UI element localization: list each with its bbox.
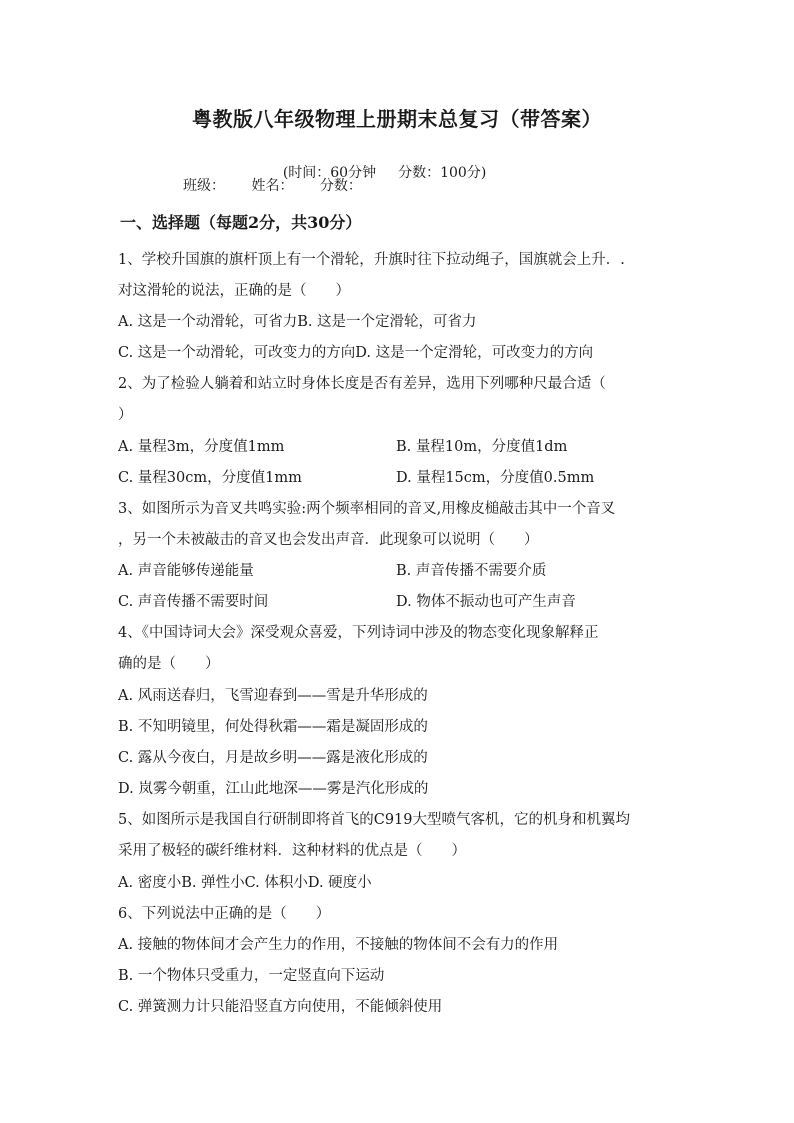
q5-stem-line1: 5、如图所示是我国自行研制即将首飞的C919大型喷气客机，它的机身和机翼均 xyxy=(118,812,630,828)
q1-stem-line2: 对这滑轮的说法，正确的是（ ） xyxy=(118,283,350,299)
q2-option-d: D. 量程15cm，分度值0.5mm xyxy=(396,470,595,486)
q4-option-d: D. 岚雾今朝重，江山此地深——雾是汽化形成的 xyxy=(118,781,429,797)
score-label: 分数： xyxy=(319,178,362,194)
q3-stem-line2: ，另一个未被敲击的音叉也会发出声音．此现象可以说明（ ） xyxy=(118,532,539,548)
q2-stem-line1: 2、为了检验人躺着和站立时身体长度是否有差异，选用下列哪种尺最合适（ xyxy=(118,376,606,392)
q3-option-c: C. 声音传播不需要时间 xyxy=(118,594,269,610)
q1-options-line1: A. 这是一个动滑轮，可省力B. 这是一个定滑轮，可省力 xyxy=(118,314,477,330)
q4-stem-line2: 确的是（ ） xyxy=(118,656,220,672)
q6-option-c: C. 弹簧测力计只能沿竖直方向使用，不能倾斜使用 xyxy=(118,999,443,1015)
exam-total-score: 分数：100分) xyxy=(398,165,487,181)
q3-stem-line1: 3、如图所示为音叉共鸣实验:两个频率相同的音叉,用橡皮槌敲击其中一个音叉 xyxy=(118,501,616,517)
name-label: 姓名： xyxy=(251,178,294,194)
exam-time: (时间：60分钟 xyxy=(282,165,377,181)
q3-option-a: A. 声音能够传递能量 xyxy=(118,563,254,579)
q2-option-a: A. 量程3m，分度值1mm xyxy=(118,439,285,455)
q2-option-c: C. 量程30cm，分度值1mm xyxy=(118,470,302,486)
q4-option-b: B. 不知明镜里，何处得秋霜——霜是凝固形成的 xyxy=(118,719,428,735)
q5-options: A. 密度小B. 弹性小C. 体积小D. 硬度小 xyxy=(118,875,372,891)
q2-stem-line2: ） xyxy=(118,407,133,423)
q6-stem: 6、下列说法中正确的是（ ） xyxy=(118,906,331,922)
q3-option-d: D. 物体不振动也可产生声音 xyxy=(396,594,576,610)
section-heading: 一、选择题（每题2分，共30分） xyxy=(120,213,362,232)
q1-stem-line1: 1、学校升国旗的旗杆顶上有一个滑轮，升旗时往下拉动绳子，国旗就会上升．. xyxy=(118,252,625,268)
q4-stem-line1: 4、《中国诗词大会》深受观众喜爱，下列诗词中涉及的物态变化现象解释正 xyxy=(118,625,599,641)
q2-option-b: B. 量程10m，分度值1dm xyxy=(396,439,568,455)
q5-stem-line2: 采用了极轻的碳纤维材料．这种材料的优点是（ ） xyxy=(118,843,466,859)
q6-option-a: A. 接触的物体间才会产生力的作用，不接触的物体间不会有力的作用 xyxy=(118,937,559,953)
q6-option-b: B. 一个物体只受重力，一定竖直向下运动 xyxy=(118,968,385,984)
q4-option-c: C. 露从今夜白，月是故乡明——露是液化形成的 xyxy=(118,750,428,766)
q3-option-b: B. 声音传播不需要介质 xyxy=(396,563,547,579)
student-info xyxy=(183,175,384,195)
q4-option-a: A. 风雨送春归，飞雪迎春到——雪是升华形成的 xyxy=(118,688,428,704)
q1-options-line2: C. 这是一个动滑轮，可改变力的方向D. 这是一个定滑轮，可改变力的方向 xyxy=(118,345,594,361)
class-label: 班级： xyxy=(183,178,225,194)
page-title: 粤教版八年级物理上册期末总复习（带答案） xyxy=(192,107,602,131)
